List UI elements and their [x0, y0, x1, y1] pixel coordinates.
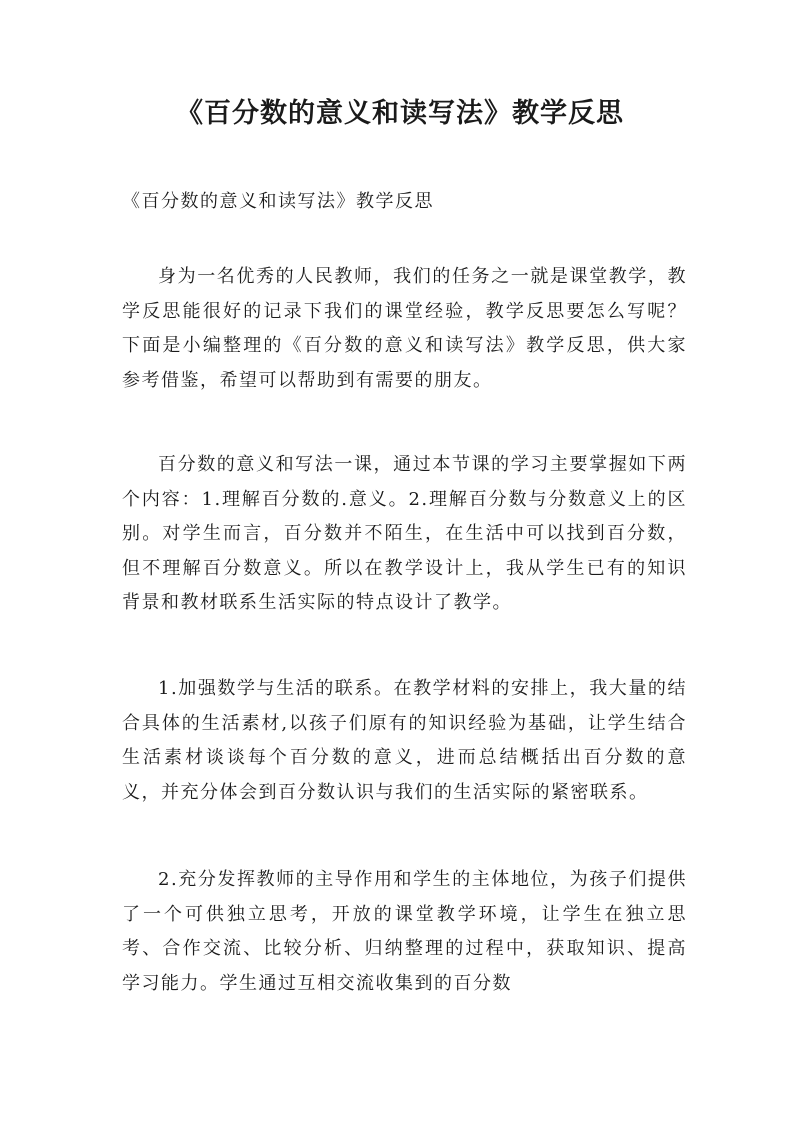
document-subtitle: 《百分数的意义和读写法》教学反思	[122, 191, 434, 212]
paragraph-overview: 百分数的意义和写法一课，通过本节课的学习主要掌握如下两个内容：1.理解百分数的.意义。2.理解百分数与分数意义上的区别。对学生而言，百分数并不陌生，在生活中可以找到百分数，但不理解百分数意义。所以在教学设计上，我从学生已有的知识背景和教材联系生活实际的特点设计了教学。	[122, 454, 687, 613]
paragraph-intro: 身为一名优秀的人民教师，我们的任务之一就是课堂教学，教学反思能很好的记录下我们的课堂经验，教学反思要怎么写呢？下面是小编整理的《百分数的意义和读写法》教学反思，供大家参考借鉴，希望可以帮助到有需要的朋友。	[122, 266, 687, 391]
page-title: 《百分数的意义和读写法》教学反思	[176, 98, 624, 129]
paragraph-point-1: 1.加强数学与生活的联系。在教学材料的安排上，我大量的结合具体的生活素材,以孩子们原有的知识经验为基础，让学生结合生活素材谈谈每个百分数的意义，进而总结概括出百分数的意义，并充分体会到百分数认识与我们的生活实际的紧密联系。	[122, 678, 687, 803]
paragraph-point-2: 2.充分发挥教师的主导作用和学生的主体地位，为孩子们提供了一个可供独立思考，开放的课堂教学环境，让学生在独立思考、合作交流、比较分析、归纳整理的过程中，获取知识、提高学习能力。学生通过互相交流收集到的百分数	[122, 869, 687, 994]
